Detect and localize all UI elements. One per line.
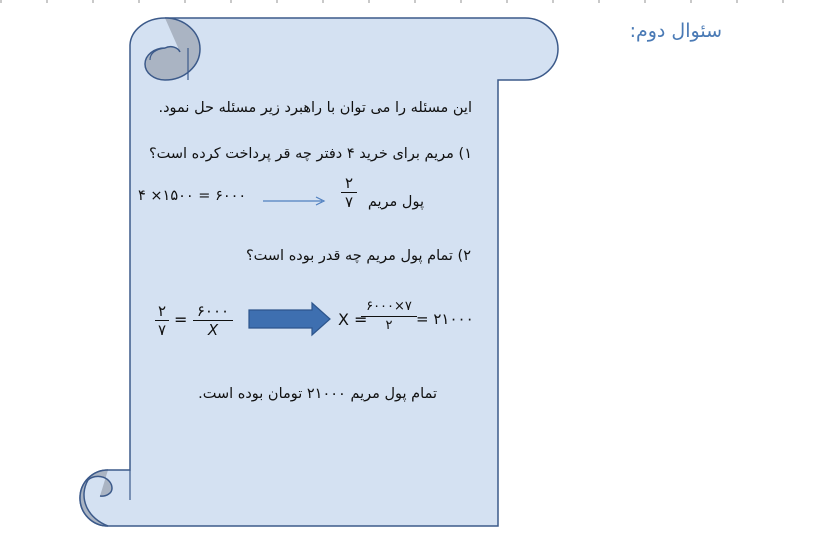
fraction-1-den: ۷ bbox=[344, 193, 354, 211]
fraction-3-num: ۶۰۰۰ bbox=[196, 302, 230, 320]
question-1: ۱) مریم برای خرید ۴ دفتر چه قر پرداخت کرده است؟ bbox=[148, 146, 472, 162]
equals-sign: = bbox=[174, 310, 188, 329]
fraction-2-num: ۲ bbox=[157, 302, 167, 320]
money-label: پول مریم bbox=[367, 194, 424, 210]
page-heading: سئوال دوم: bbox=[629, 20, 722, 42]
question-2: ۲) تمام پول مریم چه قدر بوده است؟ bbox=[245, 248, 471, 264]
fraction-4 bbox=[360, 298, 418, 335]
fraction-4-den: ۲ bbox=[385, 318, 393, 333]
scroll-body bbox=[80, 18, 558, 526]
x-label: X = bbox=[338, 310, 368, 329]
fraction-1 bbox=[340, 174, 358, 211]
fraction-1-num: ۲ bbox=[344, 174, 354, 192]
calc-1: ۴ ×۱۵۰۰ = ۶۰۰۰ bbox=[138, 188, 247, 204]
fraction-4-num: ۶۰۰۰×۷ bbox=[366, 299, 412, 314]
fraction-3-den: X bbox=[207, 321, 219, 339]
fraction-3 bbox=[192, 302, 234, 339]
fraction-2 bbox=[154, 302, 170, 339]
result-value: = ۲۱۰۰۰ bbox=[416, 310, 474, 328]
fraction-2-den: ۷ bbox=[157, 321, 167, 339]
intro-text: این مسئله را می توان با راهبرد زیر مسئله حل نمود. bbox=[158, 100, 472, 116]
conclusion-text: تمام پول مریم ۲۱۰۰۰ تومان بوده است. bbox=[198, 386, 437, 402]
